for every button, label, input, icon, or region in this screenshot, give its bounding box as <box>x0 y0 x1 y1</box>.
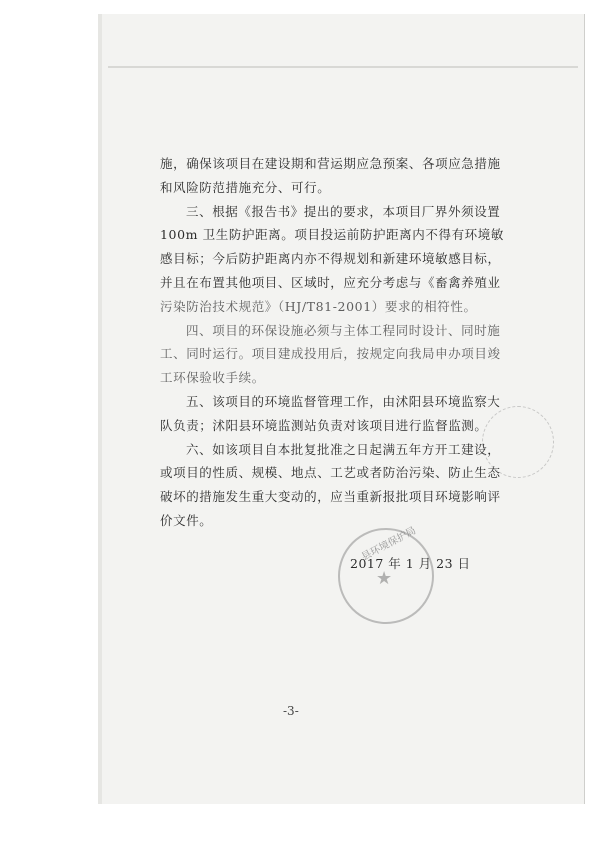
page-edge <box>98 14 102 804</box>
seal-star-icon: ★ <box>376 568 393 588</box>
text-line: 污染防治技术规范》（HJ/T81-2001）要求的相符性。 <box>160 298 477 314</box>
scan-artifact-line <box>108 66 578 68</box>
body-text <box>160 152 504 533</box>
seal-text: 县环境保护局 <box>359 525 419 564</box>
text-line: 和风险防范措施充分、可行。 <box>160 179 331 195</box>
text-line: 四、项目的环保设施必须与主体工程同时设计、同时施 <box>186 322 501 338</box>
page-number: -3- <box>283 704 299 718</box>
bleed-through-seal <box>482 406 554 478</box>
text-line: 工环保验收手续。 <box>160 370 265 386</box>
text-line: 施，确保该项目在建设期和营运期应急预案、各项应急措施 <box>160 156 501 171</box>
text-line: 队负责；沭阳县环境监测站负责对该项目进行监督监测。 <box>160 417 488 433</box>
text-line: 并且在布置其他项目、区域时，应充分考虑与《畜禽养殖业 <box>160 274 501 290</box>
text-line: 六、如该项目自本批复批准之日起满五年方开工建设， <box>186 441 501 457</box>
text-line: 感目标；今后防护距离内亦不得规划和新建环境敏感目标， <box>160 251 501 267</box>
text-line: 100m 卫生防护距离。项目投运前防护距离内不得有环境敏 <box>160 227 504 243</box>
text-line: 破坏的措施发生重大变动的，应当重新报批项目环境影响评 <box>160 489 501 505</box>
text-line: 工、同时运行。项目建成投用后，按规定向我局申办项目竣 <box>160 346 501 362</box>
text-line: 三、根据《报告书》提出的要求，本项目厂界外须设置 <box>186 203 501 219</box>
document-date: 2017 年 1 月 23 日 <box>350 556 471 571</box>
text-line: 或项目的性质、规模、地点、工艺或者防治污染、防止生态 <box>160 465 501 481</box>
text-line: 价文件。 <box>160 512 213 528</box>
text-line: 五、该项目的环境监督管理工作，由沭阳县环境监察大 <box>186 393 501 409</box>
